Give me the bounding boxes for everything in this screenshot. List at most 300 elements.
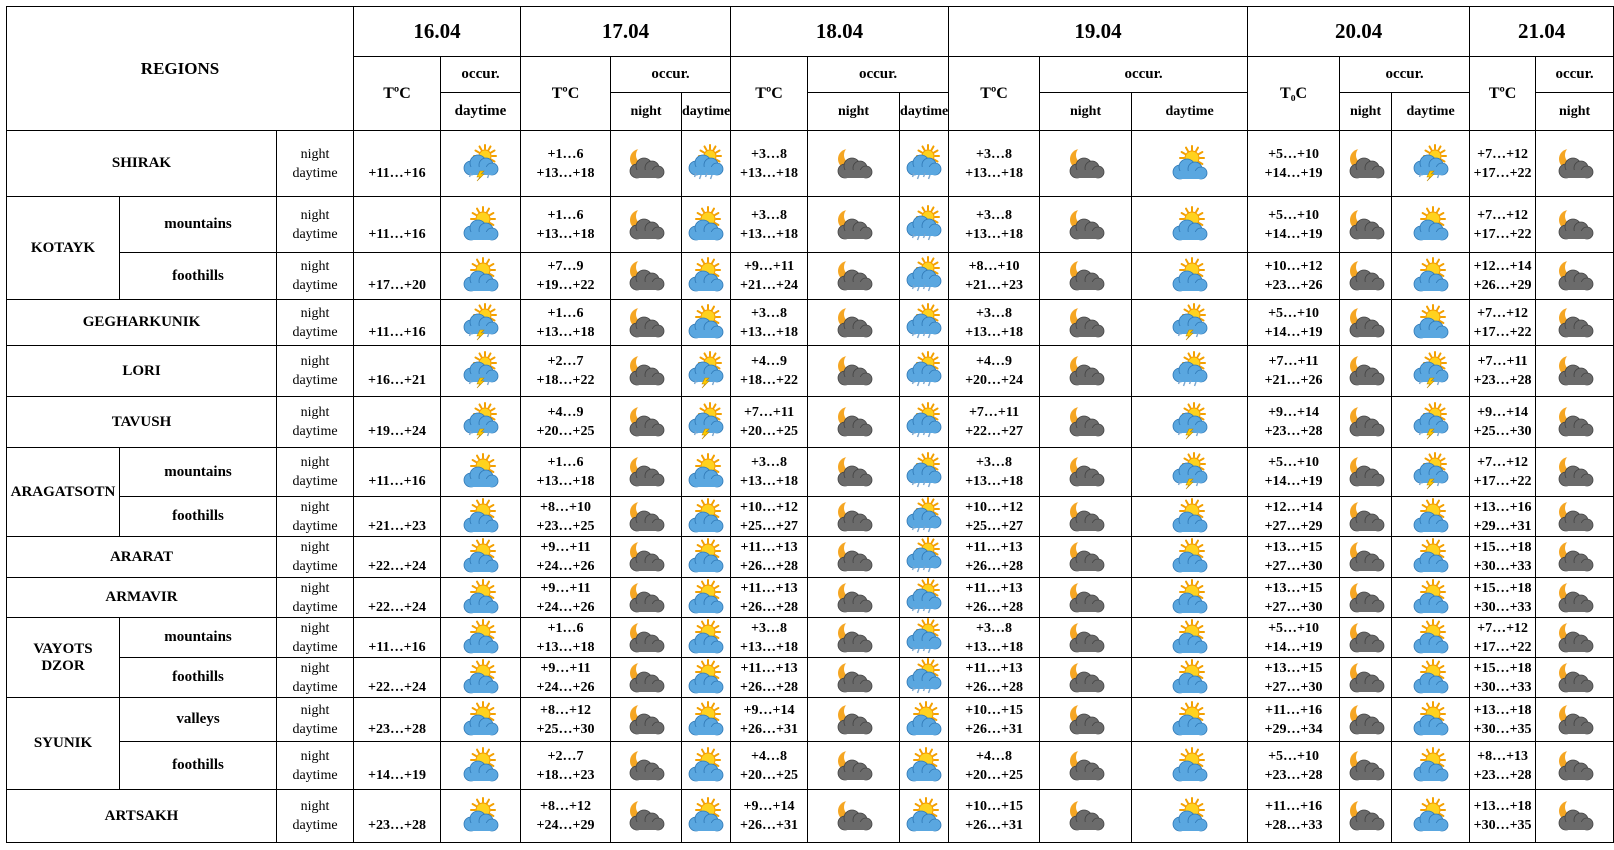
night-temperature: +4…9: [547, 405, 584, 420]
night-temperature: +2…7: [547, 354, 584, 369]
daytime-temperature: +14…+19: [1264, 165, 1323, 181]
weather-icon-cell: [1040, 448, 1132, 497]
daytime-temperature: +17…+22: [1473, 165, 1532, 181]
weather-icon-cell: [1340, 658, 1392, 698]
temperature-cell: [1470, 346, 1536, 397]
night-label: night: [300, 702, 330, 718]
night-temperature: +3…8: [976, 207, 1013, 223]
daytime-temperature: +17…+22: [1473, 226, 1532, 242]
night-temperature: +4…8: [976, 748, 1013, 764]
daytime-temperature: +21…+26: [1264, 373, 1323, 388]
date-header: 21.04: [1470, 7, 1614, 57]
night-label: night: [300, 580, 330, 596]
region-row: [7, 346, 1614, 397]
date-header: 19.04: [949, 7, 1248, 57]
daytime-temperature: +14…+19: [368, 767, 426, 783]
moon-cloud-icon: [1340, 306, 1391, 340]
weather-icon-cell: [441, 253, 521, 300]
daytime-temperature: +26…+28: [965, 559, 1024, 574]
temperature-cell: [354, 131, 441, 197]
temperature-cell: [1248, 658, 1340, 698]
weather-icon-cell: [682, 346, 731, 397]
moon-cloud-icon: [1040, 405, 1131, 439]
subregion-name: foothills: [120, 742, 277, 790]
daytime-temperature: +20…+25: [740, 767, 799, 783]
storm-icon: [682, 405, 730, 439]
sun-cloud-icon: [1392, 703, 1469, 737]
moon-cloud-icon: [1536, 455, 1613, 489]
daytime-temperature: +11…+16: [368, 324, 426, 340]
night-temperature: +10…+12: [740, 499, 799, 515]
temperature-cell: [1470, 537, 1536, 578]
temperature-cell: [521, 578, 611, 618]
night-temperature: +5…+10: [1268, 455, 1320, 470]
night-temperature: +13…+18: [1473, 702, 1532, 718]
weather-icon-cell: [611, 197, 682, 253]
daytime-label: daytime: [292, 324, 338, 340]
daytime-temperature: +19…+22: [536, 278, 595, 293]
daytime-label: daytime: [292, 721, 338, 737]
moon-cloud-icon: [1040, 500, 1131, 534]
weather-icon-cell: [1132, 790, 1248, 843]
weather-icon-cell: [441, 197, 521, 253]
temperature-cell: [949, 448, 1040, 497]
night-temperature: [354, 498, 440, 517]
moon-cloud-icon: [611, 455, 681, 489]
night-temperature: [354, 453, 440, 472]
temperature-cell: [731, 578, 808, 618]
temperature-cell: [521, 131, 611, 197]
daytime-temperature: +30…+35: [1473, 818, 1532, 833]
night-temperature: +10…+12: [1264, 259, 1323, 274]
night-temperature: +9…+14: [1268, 405, 1320, 420]
moon-cloud-icon: [1040, 661, 1131, 695]
night-temperature: [354, 257, 440, 276]
region-name: KOTAYK: [7, 197, 120, 300]
weather-icon-cell: [1040, 537, 1132, 578]
daytime-temperature: +28…+33: [1264, 818, 1323, 833]
night-temperature: +3…8: [976, 455, 1013, 470]
night-temperature: +3…8: [751, 207, 788, 223]
weather-icon-cell: [611, 448, 682, 497]
daytime-temperature: +23…+28: [1264, 424, 1323, 439]
weather-icon-cell: [682, 497, 731, 537]
weather-icon-cell: [1392, 197, 1470, 253]
weather-icon-cell: [441, 537, 521, 578]
weather-icon-cell: [900, 448, 949, 497]
moon-cloud-icon: [1536, 749, 1613, 783]
weather-icon-cell: [1040, 346, 1132, 397]
daytime-temperature: +30…+33: [1473, 559, 1532, 574]
daytime-temperature: +26…+31: [965, 818, 1024, 833]
night-temperature: +8…+12: [540, 702, 591, 718]
daytime-temperature: +16…+21: [368, 373, 426, 388]
weather-icon-cell: [682, 698, 731, 742]
sun-cloud-icon: [441, 799, 520, 833]
time-labels: [277, 578, 354, 618]
daytime-temperature: +23…+28: [1264, 767, 1323, 783]
temperature-cell: [354, 790, 441, 843]
temperature-cell: [731, 397, 808, 448]
temperature-cell: [1470, 397, 1536, 448]
rain-icon: [900, 661, 948, 695]
sun-cloud-icon: [900, 749, 948, 783]
daytime-temperature: +21…+23: [368, 518, 426, 534]
sun-cloud-icon: [1392, 306, 1469, 340]
daytime-temperature: +11…+16: [368, 474, 426, 489]
weather-icon-cell: [682, 618, 731, 658]
weather-icon-cell: [808, 448, 900, 497]
daytime-temperature: +18…+22: [740, 373, 799, 388]
night-temperature: +9…+11: [540, 580, 591, 596]
sun-cloud-icon: [1132, 749, 1247, 783]
weather-icon-cell: [611, 397, 682, 448]
temperature-cell: [354, 497, 441, 537]
moon-cloud-icon: [808, 405, 899, 439]
daytime-temperature: +22…+24: [368, 559, 426, 574]
daytime-label: daytime: [292, 278, 338, 293]
weather-icon-cell: [1392, 131, 1470, 197]
night-temperature: +9…+14: [1477, 405, 1529, 420]
weather-icon-cell: [1040, 497, 1132, 537]
weather-icon-cell: [1340, 537, 1392, 578]
night-temperature: +7…9: [547, 259, 584, 274]
night-temperature: +1…6: [547, 146, 584, 162]
night-label: night: [300, 499, 330, 515]
moon-cloud-icon: [1040, 147, 1131, 181]
storm-icon: [1392, 147, 1469, 181]
rain-icon: [682, 147, 730, 181]
daytime-label: daytime: [292, 424, 338, 439]
moon-cloud-icon: [1340, 259, 1391, 293]
sun-cloud-icon: [1392, 500, 1469, 534]
weather-icon-cell: [1340, 300, 1392, 346]
daytime-temperature: +20…+25: [740, 424, 799, 439]
sun-cloud-icon: [1132, 621, 1247, 655]
forecast-document: [6, 6, 1614, 843]
forecast-table: [6, 6, 1614, 843]
daytime-temperature: +18…+23: [536, 767, 595, 783]
daytime-temperature: +22…+24: [368, 679, 426, 695]
moon-cloud-icon: [1340, 455, 1391, 489]
temperature-cell: [949, 742, 1040, 790]
night-temperature: +15…+18: [1473, 580, 1532, 596]
region-row: [7, 790, 1614, 843]
weather-icon-cell: [1040, 618, 1132, 658]
night-temperature: [354, 619, 440, 638]
daytime-temperature: +23…+28: [368, 818, 426, 833]
weather-icon-cell: [611, 346, 682, 397]
weather-icon-cell: [1132, 197, 1248, 253]
night-temperature: +12…+14: [1264, 499, 1323, 515]
weather-icon-cell: [1040, 790, 1132, 843]
night-temperature: [354, 352, 440, 371]
temperature-cell: [521, 658, 611, 698]
weather-icon-cell: [1392, 300, 1470, 346]
temperature-cell: [1248, 253, 1340, 300]
weather-icon-cell: [1340, 448, 1392, 497]
daytime-label: daytime: [292, 818, 338, 833]
temperature-cell: [1248, 448, 1340, 497]
weather-icon-cell: [611, 618, 682, 658]
weather-icon-cell: [441, 300, 521, 346]
night-temperature: +3…8: [751, 620, 788, 636]
moon-cloud-icon: [1040, 306, 1131, 340]
subregion-name: foothills: [120, 497, 277, 537]
night-temperature: +5…+10: [1268, 748, 1320, 764]
sun-cloud-icon: [682, 661, 730, 695]
moon-cloud-icon: [1536, 354, 1613, 388]
region-name: GEGHARKUNIK: [7, 300, 277, 346]
night-temperature: +1…6: [547, 207, 584, 223]
weather-icon-cell: [611, 253, 682, 300]
moon-cloud-icon: [1536, 405, 1613, 439]
daytime-temperature: +23…+25: [536, 518, 595, 534]
subregion-name: foothills: [120, 253, 277, 300]
night-label: night: [300, 455, 330, 470]
weather-icon-cell: [441, 131, 521, 197]
occurrence-header: occur.: [1536, 57, 1614, 93]
moon-cloud-icon: [1040, 354, 1131, 388]
daytime-temperature: +27…+30: [1264, 559, 1323, 574]
daytime-temperature: +22…+24: [368, 599, 426, 615]
date-header: 18.04: [731, 7, 949, 57]
moon-cloud-icon: [1040, 749, 1131, 783]
moon-cloud-icon: [1040, 259, 1131, 293]
storm-icon: [1132, 455, 1247, 489]
moon-cloud-icon: [1340, 621, 1391, 655]
weather-icon-cell: [441, 448, 521, 497]
night-header: night: [1340, 93, 1392, 131]
moon-cloud-icon: [1340, 749, 1391, 783]
weather-icon-cell: [900, 698, 949, 742]
weather-icon-cell: [808, 253, 900, 300]
temperature-cell: [1470, 197, 1536, 253]
weather-icon-cell: [1536, 537, 1614, 578]
moon-cloud-icon: [1040, 208, 1131, 242]
sun-cloud-icon: [682, 306, 730, 340]
daytime-temperature: +26…+28: [965, 679, 1024, 695]
weather-icon-cell: [1132, 497, 1248, 537]
daytime-temperature: +25…+30: [1473, 424, 1532, 439]
night-temperature: +3…8: [751, 146, 788, 162]
temperature-cell: [521, 397, 611, 448]
night-temperature: +5…+10: [1268, 207, 1320, 223]
weather-icon-cell: [1392, 698, 1470, 742]
region-row: [7, 578, 1614, 618]
weather-icon-cell: [1392, 448, 1470, 497]
weather-icon-cell: [1536, 578, 1614, 618]
time-labels: [277, 131, 354, 197]
weather-icon-cell: [900, 618, 949, 658]
daytime-temperature: +18…+22: [536, 373, 595, 388]
night-temperature: +8…+13: [1477, 748, 1529, 764]
temperature-cell: [731, 497, 808, 537]
moon-cloud-icon: [1040, 455, 1131, 489]
moon-cloud-icon: [1340, 147, 1391, 181]
daytime-temperature: +24…+26: [536, 559, 595, 574]
region-row: [7, 131, 1614, 197]
moon-cloud-icon: [1040, 703, 1131, 737]
moon-cloud-icon: [611, 208, 681, 242]
region-name: ARTSAKH: [7, 790, 277, 843]
weather-icon-cell: [1040, 397, 1132, 448]
daytime-temperature: +25…+27: [740, 518, 799, 534]
daytime-temperature: +27…+30: [1264, 599, 1323, 615]
weather-icon-cell: [1392, 742, 1470, 790]
temperature-cell: [1470, 658, 1536, 698]
moon-cloud-icon: [808, 540, 899, 574]
weather-icon-cell: [1536, 618, 1614, 658]
subregion-name: mountains: [120, 197, 277, 253]
weather-icon-cell: [1040, 197, 1132, 253]
sun-cloud-icon: [1132, 540, 1247, 574]
rain-icon: [900, 306, 948, 340]
temperature-cell: [731, 300, 808, 346]
sun-cloud-icon: [441, 703, 520, 737]
night-temperature: +7…+11: [968, 405, 1020, 420]
daytime-temperature: +13…+18: [965, 324, 1024, 340]
moon-cloud-icon: [808, 661, 899, 695]
night-temperature: +5…+10: [1268, 620, 1320, 636]
temp-header: TºC: [1470, 57, 1536, 131]
temperature-cell: [731, 537, 808, 578]
daytime-label: daytime: [292, 639, 338, 655]
sun-cloud-icon: [1132, 581, 1247, 615]
rain-icon: [900, 540, 948, 574]
daytime-temperature: +22…+27: [965, 424, 1024, 439]
daytime-label: daytime: [292, 679, 338, 695]
time-labels: [277, 253, 354, 300]
temperature-cell: [354, 537, 441, 578]
temp-header: T₀C: [1248, 57, 1340, 131]
night-temperature: +7…+11: [1268, 354, 1319, 369]
night-temperature: [354, 797, 440, 816]
time-labels: [277, 197, 354, 253]
weather-icon-cell: [1392, 790, 1470, 843]
temperature-cell: [521, 300, 611, 346]
weather-icon-cell: [900, 253, 949, 300]
weather-icon-cell: [441, 658, 521, 698]
weather-icon-cell: [1040, 742, 1132, 790]
rain-icon: [900, 500, 948, 534]
temperature-cell: [521, 197, 611, 253]
temperature-cell: [521, 790, 611, 843]
moon-cloud-icon: [1340, 354, 1391, 388]
sun-cloud-icon: [441, 749, 520, 783]
night-temperature: +11…+16: [1264, 702, 1323, 718]
daytime-temperature: +13…+18: [536, 324, 595, 340]
temperature-cell: [731, 658, 808, 698]
temperature-cell: [731, 448, 808, 497]
moon-cloud-icon: [611, 259, 681, 293]
storm-icon: [1132, 405, 1247, 439]
daytime-temperature: +13…+18: [965, 474, 1024, 489]
moon-cloud-icon: [611, 354, 681, 388]
moon-cloud-icon: [1536, 306, 1613, 340]
night-label: night: [300, 620, 330, 636]
night-temperature: +9…+11: [743, 259, 795, 274]
subregion-name: mountains: [120, 618, 277, 658]
temperature-cell: [731, 790, 808, 843]
moon-cloud-icon: [808, 621, 899, 655]
temperature-cell: [1248, 197, 1340, 253]
temp-header: TºC: [354, 57, 441, 131]
region-name: ARARAT: [7, 537, 277, 578]
night-temperature: +7…+12: [1477, 207, 1529, 223]
moon-cloud-icon: [611, 581, 681, 615]
night-temperature: +3…8: [976, 146, 1013, 162]
temperature-cell: [354, 658, 441, 698]
temperature-cell: [949, 698, 1040, 742]
weather-icon-cell: [1536, 253, 1614, 300]
daytime-temperature: +29…+34: [1264, 721, 1323, 737]
weather-icon-cell: [1536, 397, 1614, 448]
weather-icon-cell: [611, 300, 682, 346]
temperature-cell: [1470, 300, 1536, 346]
region-row: [7, 658, 1614, 698]
daytime-temperature: +26…+31: [740, 721, 799, 737]
rain-icon: [900, 621, 948, 655]
moon-cloud-icon: [611, 621, 681, 655]
moon-cloud-icon: [1340, 208, 1391, 242]
weather-icon-cell: [1536, 197, 1614, 253]
daytime-temperature: +26…+28: [740, 599, 799, 615]
temperature-cell: [949, 253, 1040, 300]
weather-icon-cell: [1040, 578, 1132, 618]
night-label: night: [300, 799, 330, 814]
sun-cloud-icon: [1392, 621, 1469, 655]
night-label: night: [300, 146, 330, 162]
night-temperature: +7…+12: [1477, 305, 1529, 321]
weather-icon-cell: [682, 253, 731, 300]
moon-cloud-icon: [611, 306, 681, 340]
sun-cloud-icon: [1132, 661, 1247, 695]
moon-cloud-icon: [1040, 581, 1131, 615]
sun-cloud-icon: [682, 540, 730, 574]
temperature-cell: [731, 698, 808, 742]
weather-icon-cell: [1132, 253, 1248, 300]
weather-icon-cell: [808, 197, 900, 253]
time-labels: [277, 397, 354, 448]
daytime-temperature: +13…+18: [740, 474, 799, 489]
daytime-temperature: +13…+18: [536, 474, 595, 489]
temperature-cell: [731, 253, 808, 300]
sun-cloud-icon: [1392, 661, 1469, 695]
sun-cloud-icon: [1392, 540, 1469, 574]
daytime-temperature: +23…+28: [368, 721, 426, 737]
weather-icon-cell: [611, 537, 682, 578]
temperature-cell: [1248, 618, 1340, 658]
weather-icon-cell: [808, 397, 900, 448]
temperature-cell: [354, 618, 441, 658]
weather-icon-cell: [808, 618, 900, 658]
temperature-cell: [1470, 448, 1536, 497]
region-name: ARAGATSOTN: [7, 448, 120, 537]
daytime-temperature: +14…+19: [1264, 639, 1323, 655]
daytime-temperature: +26…+31: [965, 721, 1024, 737]
weather-icon-cell: [611, 131, 682, 197]
night-temperature: [354, 304, 440, 323]
moon-cloud-icon: [611, 749, 681, 783]
moon-cloud-icon: [808, 581, 899, 615]
subregion-name: foothills: [120, 658, 277, 698]
weather-icon-cell: [1132, 448, 1248, 497]
daytime-temperature: +17…+22: [1473, 639, 1532, 655]
night-temperature: +13…+15: [1264, 580, 1323, 596]
daytime-temperature: +20…+24: [965, 373, 1024, 388]
temp-header: TºC: [949, 57, 1040, 131]
